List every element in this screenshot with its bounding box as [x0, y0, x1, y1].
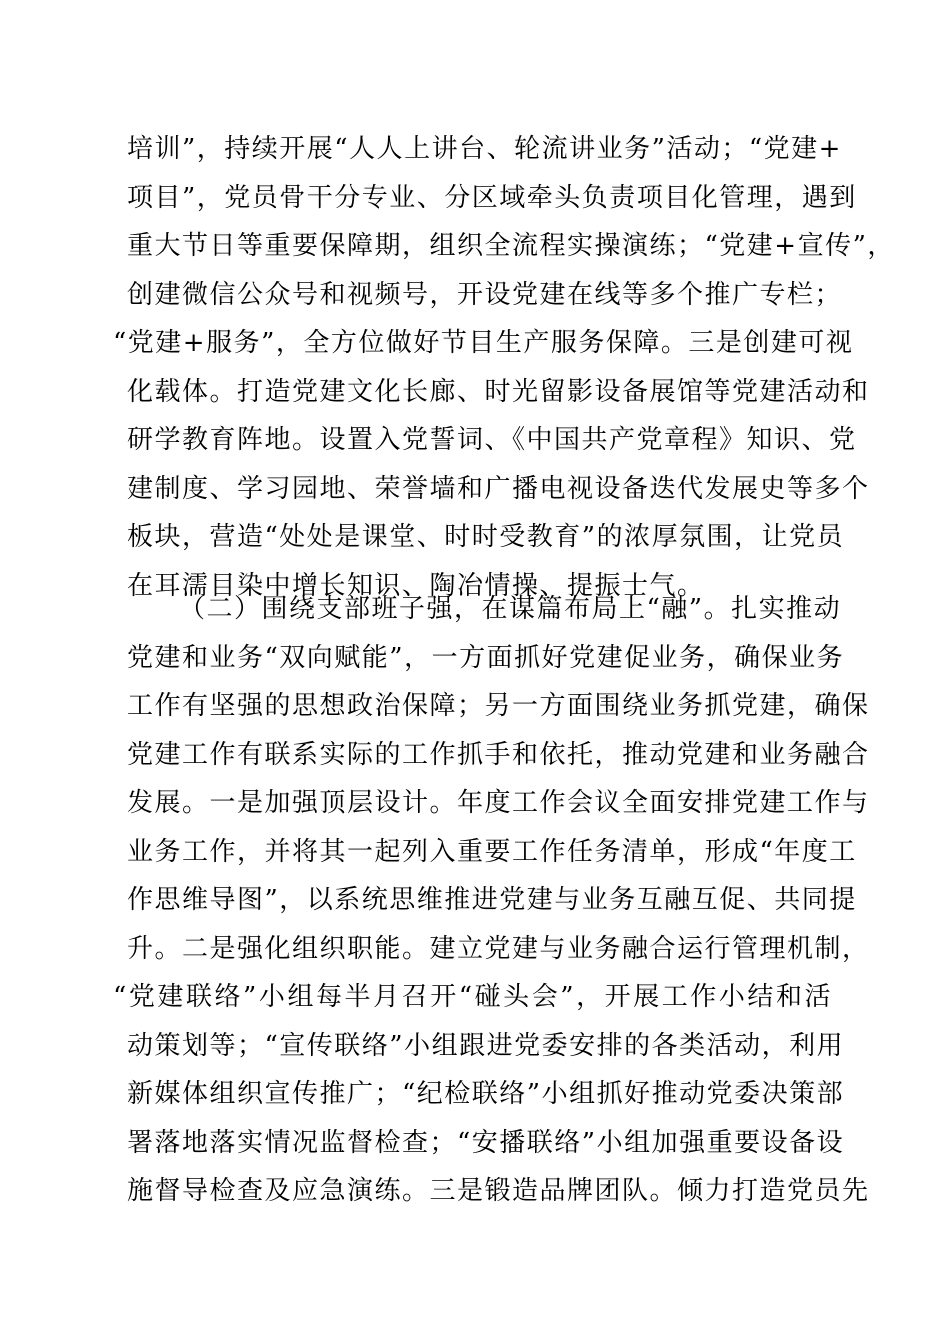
text-line: 发展。一是加强顶层设计。年度工作会议全面安排党建工作与	[127, 788, 870, 818]
section-heading-line: （二）围绕支部班子强，在谋篇布局上“融”。扎实推动	[179, 594, 842, 624]
text-line: 党建和业务“双向赋能”，一方面抓好党建促业务，确保业务	[127, 642, 845, 673]
text-line: 培训”，持续开展“人人上讲台、轮流讲业务”活动；“党建+	[127, 134, 842, 164]
text-line: 重大节日等重要保障期，组织全流程实操演练；“党建+宣传”，	[127, 231, 895, 261]
text-line: 项目”，党员骨干分专业、分区域牵头负责项目化管理，遇到	[127, 182, 857, 213]
text-line: 板块，营造“处处是课堂、时时受教育”的浓厚氛围，让党员	[127, 522, 845, 552]
text-line: 动策划等；“宣传联络”小组跟进党委安排的各类活动，利用	[127, 1030, 845, 1061]
text-line: 建制度、学习园地、荣誉墙和广播电视设备迭代发展史等多个	[127, 473, 870, 504]
text-line: 党建工作有联系实际的工作抓手和依托，推动党建和业务融合	[127, 739, 870, 770]
text-line: 新媒体组织宣传推广；“纪检联络”小组抓好推动党委决策部	[127, 1079, 845, 1109]
text-line: 升。二是强化组织职能。建立党建与业务融合运行管理机制，	[127, 933, 870, 964]
text-line: 施督导检查及应急演练。三是锻造品牌团队。倾力打造党员先	[127, 1176, 870, 1206]
paragraph-2	[113, 585, 870, 1216]
paragraph-1	[113, 125, 895, 610]
text-line: “党建联络”小组每半月召开“碰头会”，开展工作小结和活	[113, 982, 832, 1012]
text-line: 研学教育阵地。设置入党誓词、《中国共产党章程》知识、党	[127, 425, 857, 455]
text-line: 工作有坚强的思想政治保障；另一方面围绕业务抓党建，确保	[127, 691, 870, 721]
text-line: 在耳濡目染中增长知识、陶冶情操、提振士气。	[127, 570, 705, 601]
text-line: 作思维导图”，以系统思维推进党建与业务互融互促、共同提	[127, 885, 857, 915]
text-line: 化载体。打造党建文化长廊、时光留影设备展馆等党建活动和	[127, 376, 870, 407]
text-line: 业务工作，并将其一起列入重要工作任务清单，形成“年度工	[127, 836, 857, 867]
text-line: 署落地落实情况监督检查；“安播联络”小组加强重要设备设	[127, 1127, 845, 1158]
text-line: “党建+服务”，全方位做好节目生产服务保障。三是创建可视	[113, 328, 854, 358]
text-line: 创建微信公众号和视频号，开设党建在线等多个推广专栏；	[127, 279, 843, 310]
